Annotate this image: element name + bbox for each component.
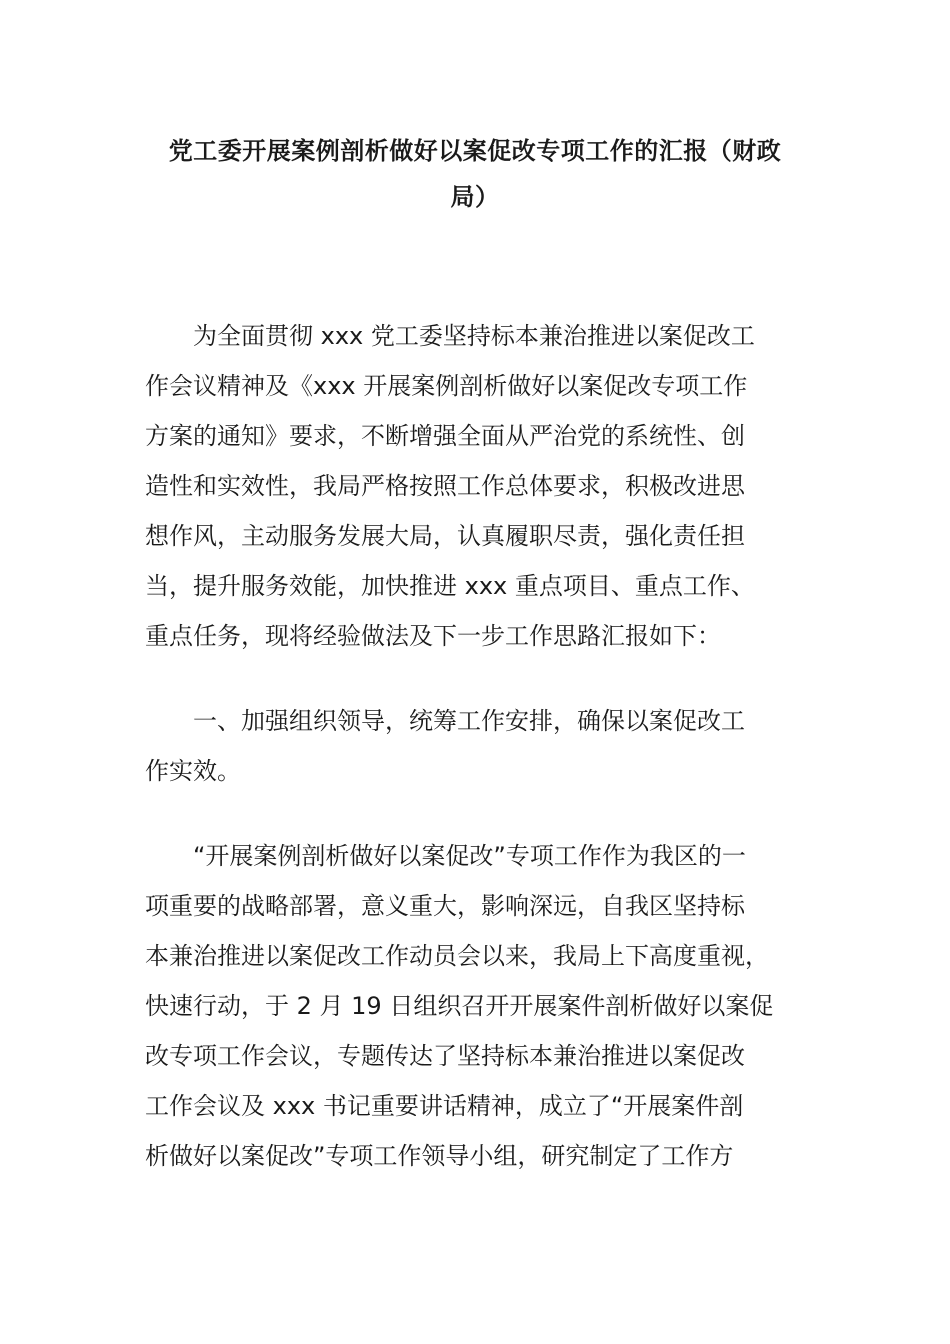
paragraph-line: 作会议精神及《xxx 开展案例剖析做好以案促改专项工作 xyxy=(145,372,748,400)
title-line: 局） xyxy=(450,183,500,211)
document-title xyxy=(145,128,805,220)
paragraph-line: 重点任务，现将经验做法及下一步工作思路汇报如下： xyxy=(145,622,721,650)
paragraph-line: 想作风，主动服务发展大局，认真履职尽责，强化责任担 xyxy=(145,522,745,550)
paragraph-line: 析做好以案促改”专项工作领导小组，研究制定了工作方 xyxy=(145,1142,734,1170)
paragraph-line: 当，提升服务效能，加快推进 xxx 重点项目、重点工作、 xyxy=(145,572,755,600)
section-heading-line: 一、加强组织领导，统筹工作安排，确保以案促改工 xyxy=(193,707,745,735)
paragraph-line: 工作会议及 xxx 书记重要讲话精神，成立了“开展案件剖 xyxy=(145,1092,744,1120)
paragraph-line: 改专项工作会议，专题传达了坚持标本兼治推进以案促改 xyxy=(145,1042,745,1070)
paragraph-line: 本兼治推进以案促改工作动员会以来，我局上下高度重视， xyxy=(145,942,769,970)
paragraph-line: 为全面贯彻 xxx 党工委坚持标本兼治推进以案促改工 xyxy=(193,322,755,350)
title-line: 党工委开展案例剖析做好以案促改专项工作的汇报（财政 xyxy=(168,137,782,165)
paragraph-line: 方案的通知》要求，不断增强全面从严治党的系统性、创 xyxy=(145,422,745,450)
paragraph-line: “开展案例剖析做好以案促改”专项工作作为我区的一 xyxy=(193,842,746,870)
section-heading-line: 作实效。 xyxy=(145,757,241,785)
paragraph-line: 造性和实效性，我局严格按照工作总体要求，积极改进思 xyxy=(145,472,745,500)
paragraph-line: 快速行动，于 2 月 19 日组织召开开展案件剖析做好以案促 xyxy=(145,992,774,1020)
paragraph-line: 项重要的战略部署，意义重大，影响深远，自我区坚持标 xyxy=(145,892,745,920)
